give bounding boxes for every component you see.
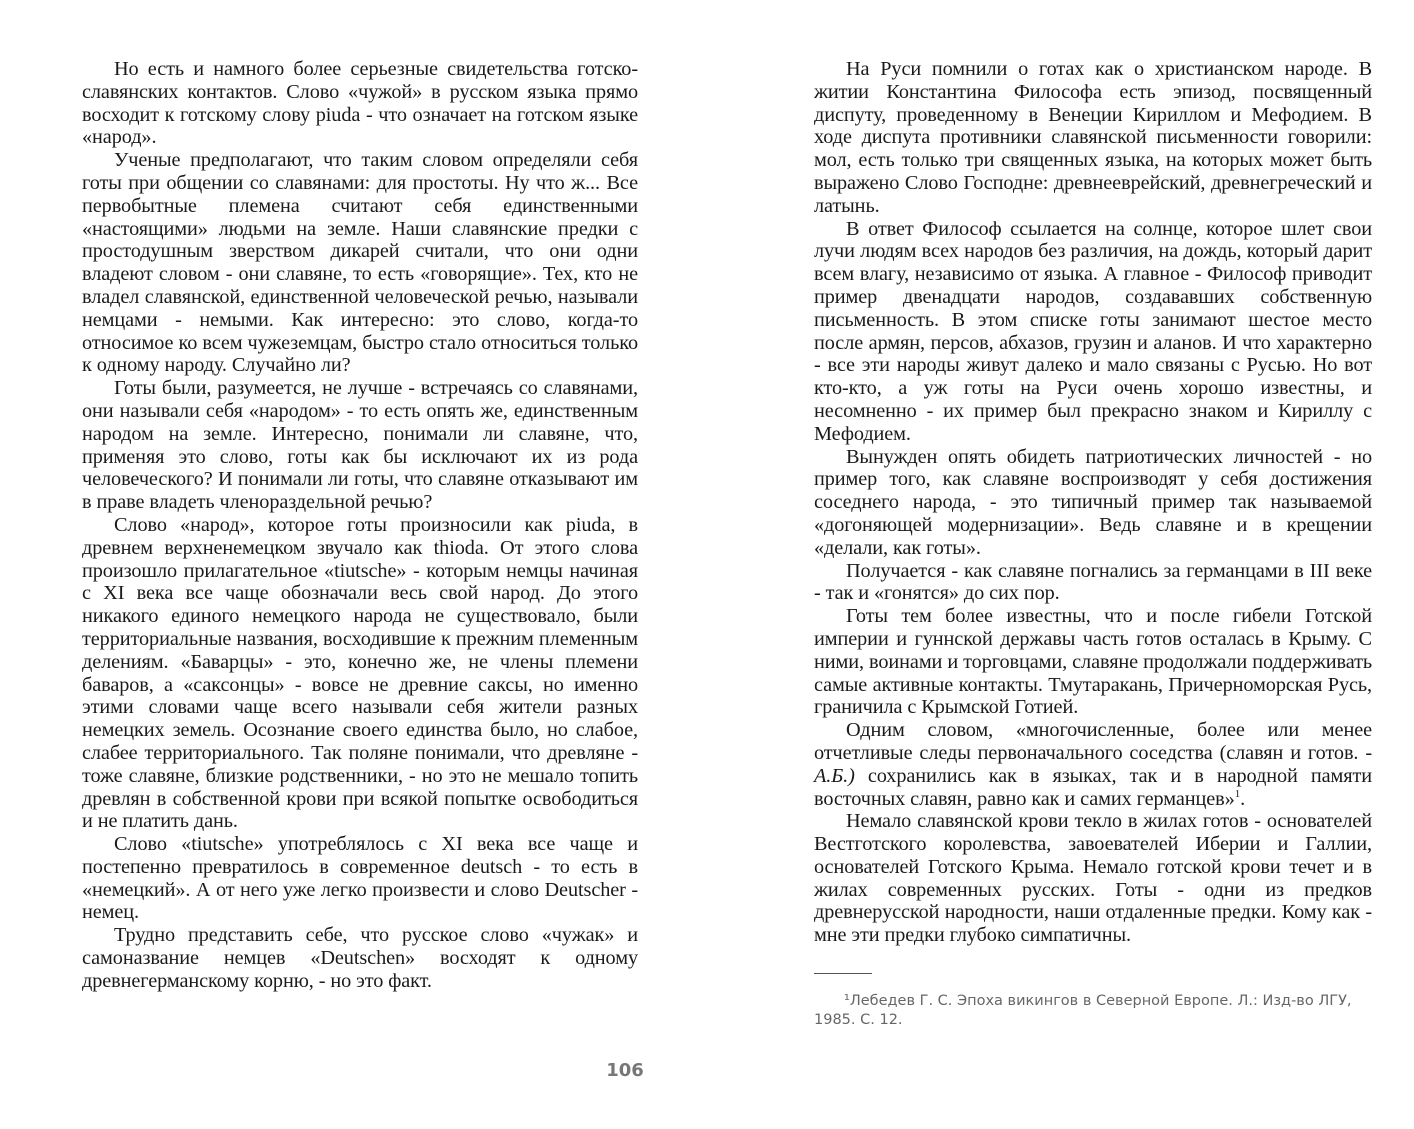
paragraph: Но есть и намного более серьезные свидетельства готско-славянских контактов. Слово «чужой» в русском языка прямо восходит к готскому слову piuda - что означает на готском языке «народ».	[82, 58, 638, 149]
footnote-divider	[814, 973, 872, 974]
quote-end: .	[1240, 787, 1246, 810]
left-page-text	[82, 58, 638, 993]
quote-paragraph	[814, 719, 1372, 810]
paragraph: Слово «народ», которое готы произносили как piuda, в древнем верхненемецком звучало как thioda. От этого слова произошло прилагательное «tiutsche» - которым немцы начиная с XI века все чаще обозначали весь свой народ. До этого никакого единого немецкого народа не существовало, были территориальные названия, восходившие к прежним племенным делениям. «Баварцы» - это, конечно же, не члены племени баваров, а «саксонцы» - вовсе не древние саксы, но именно этими словами чаще всего называли себя жители разных немецких земель. Осознание своего единства было, но слабое, слабее территориального. Так поляне понимали, что древляне - тоже славяне, близкие родственники, - но это не мешало топить древлян в собственной крови при всякой попытке освободиться и не платить дань.	[82, 513, 638, 833]
paragraph: Готы тем более известны, что и после гибели Готской империи и гуннской державы часть готов осталась в Крыму. С ними, воинами и торговцами, славяне продолжали поддерживать самые активные контакты. Тмутаракань, Причерноморская Русь, граничила с Крымской Готией.	[814, 605, 1372, 719]
quote-text-before: Одним словом, «многочисленные, более или менее отчетливые следы первоначального соседства (славян и готов. -	[814, 719, 1372, 764]
paragraph: Слово «tiutsche» употреблялось с XI века все чаще и постепенно превратилось в современное deutsch - то есть в «немецкий». А от него уже легко произвести и слово Deutscher - немец.	[82, 833, 638, 924]
paragraph: В ответ Философ ссылается на солнце, которое шлет свои лучи людям всех народов без различия, на дождь, который дарит всем влагу, независимо от языка. А главное - Философ приводит пример двенадцати народов, создававших собственную письменность. В этом списке готы занимают шестое место после армян, персов, абхазов, грузин и аланов. И что характерно - все эти народы живут далеко и мало связаны с Русью. Но вот кто-кто, а уж готы на Руси очень хорошо известны, и несомненно - их пример был прекрасно знаком и Кириллу с Мефодием.	[814, 217, 1372, 445]
author-initials: А.Б.)	[814, 764, 855, 787]
paragraph: Готы были, разумеется, не лучше - встречаясь со славянами, они называли себя «народом» - то есть опять же, единственным народом на земле. Интересно, понимали ли славяне, что, применяя это слово, готы как бы исключают их из рода человеческого? И понимали ли готы, что славяне отказывают им в праве владеть членораздельной речью?	[82, 377, 638, 514]
paragraph: Немало славянской крови текло в жилах готов - основателей Вестготского королевства, завоевателей Иберии и Галлии, основателей Готского Крыма. Немало готской крови течет и в жилах современных русских. Готы - одни из предков древнерусской народности, наши отдаленные предки. Кому как - мне эти предки глубоко симпатичны.	[814, 810, 1372, 947]
right-page-text	[814, 58, 1372, 947]
footnote: ¹Лебедев Г. С. Эпоха викингов в Северной Европе. Л.: Изд-во ЛГУ, 1985. С. 12.	[814, 993, 1352, 1028]
paragraph: Вынужден опять обидеть патриотических личностей - но пример того, как славяне воспроизводят у себя достижения соседнего народа, - это типичный пример так называемой «догоняющей модернизации». Ведь славяне и в крещении «делали, как готы».	[814, 445, 1372, 559]
paragraph: Трудно представить себе, что русское слово «чужак» и самоназвание немцев «Deutschen» восходят к одному древнегерманскому корню, - но это факт.	[82, 924, 638, 992]
paragraph: Получается - как славяне погнались за германцами в III веке - так и «гонятся» до сих пор.	[814, 559, 1372, 605]
page-number: 106	[606, 1060, 644, 1081]
paragraph: На Руси помнили о готах как о христианском народе. В житии Константина Философа есть эпизод, посвященный диспуту, проведенному в Венеции Кириллом и Мефодием. В ходе диспута противники славянской письменности говорили: мол, есть только три священных языка, на которых может быть выражено Слово Господне: древнееврейский, древнегреческий и латынь.	[814, 58, 1372, 217]
footnote-marker[interactable]: 1	[1234, 787, 1241, 800]
quote-text-after: сохранились как в языках, так и в народной памяти восточных славян, равно как и самих германцев»	[814, 764, 1372, 810]
paragraph: Ученые предполагают, что таким словом определяли себя готы при общении со славянами: для простоты. Ну что ж... Все первобытные племена считают себя единственными «настоящими» людьми на земле. Наши славянские предки с простодушным зверством дикарей считали, что они одни владеют словом - они славяне, то есть «говорящие». Тех, кто не владел славянской, единственной человеческой речью, называли немцами - немыми. Как интересно: это слово, когда-то относимое ко всем чужеземцам, быстро стало относиться только к одному народу. Случайно ли?	[82, 149, 638, 377]
